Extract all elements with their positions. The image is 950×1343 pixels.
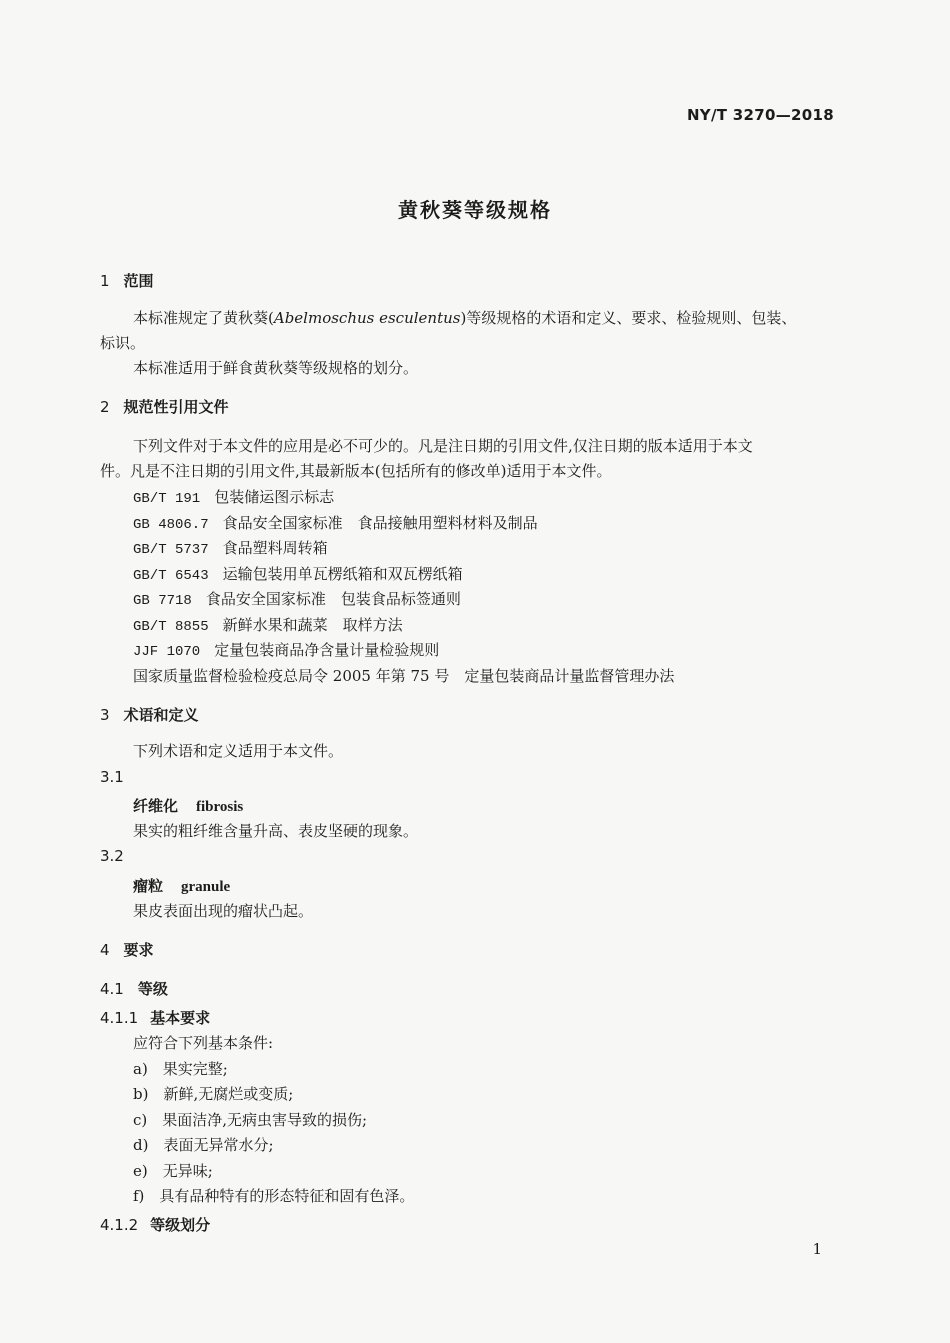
- section-2-paragraph-1-cont: 件。凡是不注日期的引用文件,其最新版本(包括所有的修改单)适用于本文件。: [100, 462, 612, 480]
- term-1: [133, 795, 243, 816]
- section-1-paragraph-1: [133, 305, 796, 331]
- reference-title: 包装储运图示标志: [214, 488, 335, 506]
- requirements-intro: 应符合下列基本条件:: [133, 1034, 274, 1052]
- term-en: granule: [181, 879, 231, 895]
- reference-code: GB/T 8855: [133, 619, 209, 635]
- page-number: 1: [812, 1240, 822, 1258]
- section-4-heading: [100, 939, 154, 960]
- reference-title: 运输包装用单瓦楞纸箱和双瓦楞纸箱: [222, 565, 463, 583]
- text-span: 本标准规定了黄秋葵(: [133, 309, 274, 327]
- reference-item: [133, 486, 334, 507]
- standard-code: NY/T 3270—2018: [686, 106, 834, 124]
- term-2-number: 3.2: [100, 847, 124, 865]
- reference-code: GB/T 191: [133, 491, 201, 507]
- term-2-definition: 果皮表面出现的瘤状凸起。: [133, 902, 314, 920]
- reference-code: GB 4806.7: [133, 517, 209, 533]
- reference-code: GB/T 5737: [133, 542, 209, 558]
- term-1-definition: 果实的粗纤维含量升高、表皮坚硬的现象。: [133, 822, 419, 840]
- section-label: 要求: [123, 941, 154, 959]
- document-title: 黄秋葵等级规格: [398, 198, 552, 222]
- reference-title: 新鲜水果和蔬菜 取样方法: [222, 616, 403, 634]
- section-number: 1: [100, 272, 110, 290]
- text-span: )等级规格的术语和定义、要求、检验规则、包装、: [460, 309, 797, 327]
- section-3-paragraph-1: 下列术语和定义适用于本文件。: [133, 742, 344, 760]
- reference-item: [133, 614, 403, 635]
- term-2: [133, 875, 230, 896]
- section-2-paragraph-1: 下列文件对于本文件的应用是必不可少的。凡是注日期的引用文件,仅注日期的版本适用于本文: [133, 437, 753, 455]
- subsection-4-1-2-heading: [100, 1214, 210, 1235]
- section-label: 等级: [137, 980, 168, 998]
- subsection-4-1-1-heading: [100, 1007, 210, 1028]
- section-label: 术语和定义: [123, 706, 199, 724]
- reference-item: [133, 537, 328, 558]
- reference-item: [133, 588, 461, 609]
- subsection-4-1-heading: [100, 978, 168, 999]
- term-en: fibrosis: [196, 799, 244, 815]
- section-number: 4.1.1: [100, 1009, 139, 1027]
- requirement-item: d) 表面无异常水分;: [133, 1136, 274, 1154]
- reference-code: GB/T 6543: [133, 568, 209, 584]
- reference-item-decree: 国家质量监督检验检疫总局令 2005 年第 75 号 定量包装商品计量监督管理办法: [133, 667, 675, 685]
- section-label: 等级划分: [150, 1216, 211, 1234]
- section-3-heading: [100, 704, 199, 725]
- requirement-item: e) 无异味;: [133, 1162, 213, 1180]
- requirement-item: c) 果面洁净,无病虫害导致的损伤;: [133, 1111, 368, 1129]
- requirement-item: f) 具有品种特有的形态特征和固有色泽。: [133, 1187, 415, 1205]
- reference-code: JJF 1070: [133, 644, 201, 660]
- term-cn: 瘤粒: [133, 877, 164, 895]
- reference-item: [133, 639, 439, 660]
- section-number: 4.1.2: [100, 1216, 139, 1234]
- latin-name: Abelmoschus esculentus: [273, 309, 461, 327]
- section-number: 4.1: [100, 980, 124, 998]
- requirement-item: b) 新鲜,无腐烂或变质;: [133, 1085, 294, 1103]
- section-number: 3: [100, 706, 110, 724]
- reference-code: GB 7718: [133, 593, 192, 609]
- section-number: 2: [100, 398, 110, 416]
- reference-title: 定量包装商品净含量计量检验规则: [214, 641, 440, 659]
- section-label: 规范性引用文件: [123, 398, 229, 416]
- section-label: 范围: [123, 272, 154, 290]
- section-1-heading: [100, 270, 154, 291]
- section-number: 4: [100, 941, 110, 959]
- term-cn: 纤维化: [133, 797, 179, 815]
- section-1-paragraph-1-cont: 标识。: [100, 334, 146, 352]
- reference-item: [133, 563, 463, 584]
- reference-title: 食品安全国家标准 食品接触用塑料材料及制品: [222, 514, 538, 532]
- section-1-paragraph-2: 本标准适用于鲜食黄秋葵等级规格的划分。: [133, 359, 419, 377]
- reference-item: [133, 512, 538, 533]
- reference-title: 食品塑料周转箱: [222, 539, 328, 557]
- section-2-heading: [100, 396, 229, 417]
- requirement-item: a) 果实完整;: [133, 1060, 228, 1078]
- term-1-number: 3.1: [100, 768, 124, 786]
- reference-title: 食品安全国家标准 包装食品标签通则: [205, 590, 461, 608]
- section-label: 基本要求: [150, 1009, 211, 1027]
